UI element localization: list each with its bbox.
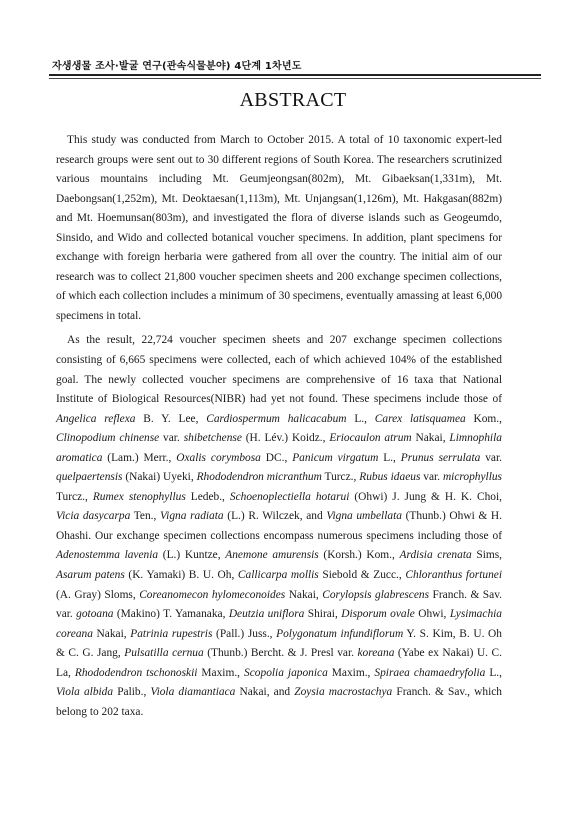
text-segment: L., xyxy=(346,412,375,425)
species-name: koreana xyxy=(357,647,395,660)
text-segment: DC., xyxy=(260,451,293,464)
text-segment: (Makino) T. Yamanaka, xyxy=(113,608,229,621)
species-name: Scopolia japonica xyxy=(244,666,328,679)
text-segment: (Nakai) Uyeki, xyxy=(122,471,197,484)
text-segment: (Pall.) Juss., xyxy=(212,627,277,640)
text-segment: (L.) R. Wilczek, and xyxy=(223,510,327,523)
species-name: Ardisia crenata xyxy=(399,549,472,562)
species-name: Chloranthus fortunei xyxy=(405,569,502,582)
text-segment: var. xyxy=(420,471,443,484)
text-segment: Franch. & Sav., which belong to 202 taxa. xyxy=(56,686,502,718)
species-name: Anemone amurensis xyxy=(225,549,319,562)
species-name: Eriocaulon atrum xyxy=(329,432,412,445)
species-name: gotoana xyxy=(76,608,114,621)
species-name: Spiraea chamaedryfolia xyxy=(374,666,486,679)
species-name: Rubus idaeus xyxy=(359,471,421,484)
species-name: Callicarpa mollis xyxy=(237,569,319,582)
text-segment: Siebold & Zucc., xyxy=(318,569,406,582)
text-segment: var. xyxy=(159,432,184,445)
species-name: Viola albida xyxy=(56,686,114,699)
species-name: Deutzia uniflora xyxy=(228,608,305,621)
species-name: Carex latisquamea xyxy=(374,412,466,425)
species-name: Angelica reflexa xyxy=(56,412,136,425)
species-name: Rhododendron tschonoskii xyxy=(74,666,198,679)
species-name: Polygonatum infundiflorum xyxy=(276,627,404,640)
species-name: Coreanomecon hylomeconoides xyxy=(139,588,286,601)
text-segment: Turcz., xyxy=(56,490,93,503)
species-name: Panicum virgatum xyxy=(292,451,379,464)
header-rule-thick xyxy=(49,74,541,76)
text-segment: Palib., xyxy=(113,686,151,699)
text-segment: (Lam.) Merr., xyxy=(102,451,177,464)
species-name: Oxalis corymbosa xyxy=(176,451,261,464)
text-segment: L., xyxy=(485,666,503,679)
text-segment: Ledeb., xyxy=(185,490,230,503)
text-segment: Sims, xyxy=(471,549,503,562)
text-segment: Kom., xyxy=(465,412,502,425)
species-name: Cardiospermum halicacabum xyxy=(206,412,347,425)
abstract-body xyxy=(56,131,502,722)
text-segment: (Thunb.) Bercht. & J. Presl var. xyxy=(203,647,358,660)
species-name: Rumex stenophyllus xyxy=(92,490,186,503)
text-segment: Turcz., xyxy=(321,471,360,484)
abstract-paragraph-1: This study was conducted from March to October 2015. A total of 10 taxonomic expert-led research groups were sent out to 30 different regions of South Korea. The researchers scrutinized various mountains including Mt. Geumjeongsan(802m), Mt. Gibaeksan(1,331m), Mt. Daebongsan(1,252m), Mt. Deoktaesan(1,113m), Mt. Unjangsan(1,126m), Mt. Hakgasan(882m) and Mt. Hoemunsan(803m), and investigated the flora of diverse islands such as Geogeumdo, Sinsido, and Wido and collected botanical voucher specimens. In addition, plant specimens for exchange with foreign herbaria were gathered from all over the country. The initial aim of our research was to collect 21,800 voucher specimen sheets and 200 exchange specimen collections, of which each collection includes a minimum of 30 specimens, eventually amassing at least 6,000 specimens in total. xyxy=(56,134,503,322)
species-name: Pulsatilla cernua xyxy=(124,647,204,660)
species-name: Clinopodium chinense xyxy=(56,432,160,445)
text-segment: Nakai, xyxy=(411,432,450,445)
species-name: Zoysia macrostachya xyxy=(294,686,393,699)
text-segment: (Yabe ex Nakai) U. C. La, xyxy=(56,647,502,679)
text-segment: Nakai, xyxy=(92,627,131,640)
text-segment: (Ohwi) J. Jung & H. K. Choi, xyxy=(349,490,502,503)
text-segment: Y. S. Kim, B. U. Oh & C. G. Jang, xyxy=(56,627,502,660)
text-segment: Shirai, xyxy=(304,608,342,621)
running-header: 자생생물 조사·발굴 연구(관속식물분야) 4단계 1차년도 xyxy=(52,61,302,72)
text-segment: Ten., xyxy=(130,510,161,523)
abstract-title: ABSTRACT xyxy=(239,89,347,111)
species-name: Schoenoplectiella hotarui xyxy=(229,490,350,503)
species-name: microphyllus xyxy=(442,471,502,484)
species-name: Lysimachia coreana xyxy=(56,608,502,640)
text-segment: (H. Lév.) Koidz., xyxy=(241,432,330,445)
species-name: Corylopsis glabrescens xyxy=(322,588,430,601)
text-segment: L., xyxy=(378,451,401,464)
species-name: Adenostemma lavenia xyxy=(56,549,159,562)
text-segment: (K. Yamaki) B. U. Oh, xyxy=(124,569,238,582)
text-segment: Maxim., xyxy=(197,666,245,679)
species-name: Vigna umbellata xyxy=(326,510,402,523)
species-name: shibetchense xyxy=(183,432,242,445)
text-segment: (Thunb.) Ohwi & H. Ohashi. Our exchange specimen collections encompass numerous specimens including those of xyxy=(56,510,502,542)
species-name: quelpaertensis xyxy=(56,471,123,484)
species-name: Disporum ovale xyxy=(341,608,415,621)
species-name: Viola diamantiaca xyxy=(150,686,236,699)
text-segment: B. Y. Lee, xyxy=(135,412,207,425)
text-segment: As the result, 22,724 voucher specimen sheets and 207 exchange specimen collections consisting of 6,665 specimens were collected, each of which achieved 104% of the established goal. The newly collected voucher specimens are comprehensive of 16 taxa that National Institute of Biological Resources(NIBR) had yet not found. These specimens include those of xyxy=(56,334,502,406)
text-segment: var. xyxy=(480,451,503,464)
header-rule-thin xyxy=(49,78,541,79)
species-name: Limnophila aromatica xyxy=(56,432,502,464)
species-name: Asarum patens xyxy=(56,569,125,582)
text-segment: Ohwi, xyxy=(414,608,450,621)
text-segment: Nakai, xyxy=(285,588,323,601)
text-segment: Nakai, and xyxy=(235,686,295,699)
species-name: Vicia dasycarpa xyxy=(56,510,131,523)
species-name: Rhododendron micranthum xyxy=(196,471,322,484)
text-segment: (A. Gray) Sloms, xyxy=(56,588,140,601)
text-segment: (L.) Kuntze, xyxy=(158,549,226,562)
species-name: Prunus serrulata xyxy=(400,451,481,464)
abstract-paragraph-2 xyxy=(56,331,502,722)
text-segment: (Korsh.) Kom., xyxy=(318,549,400,562)
species-name: Vigna radiata xyxy=(160,510,224,523)
text-segment: Franch. & Sav. var. xyxy=(56,588,502,621)
text-segment: Maxim., xyxy=(327,666,375,679)
species-name: Patrinia rupestris xyxy=(130,627,213,640)
